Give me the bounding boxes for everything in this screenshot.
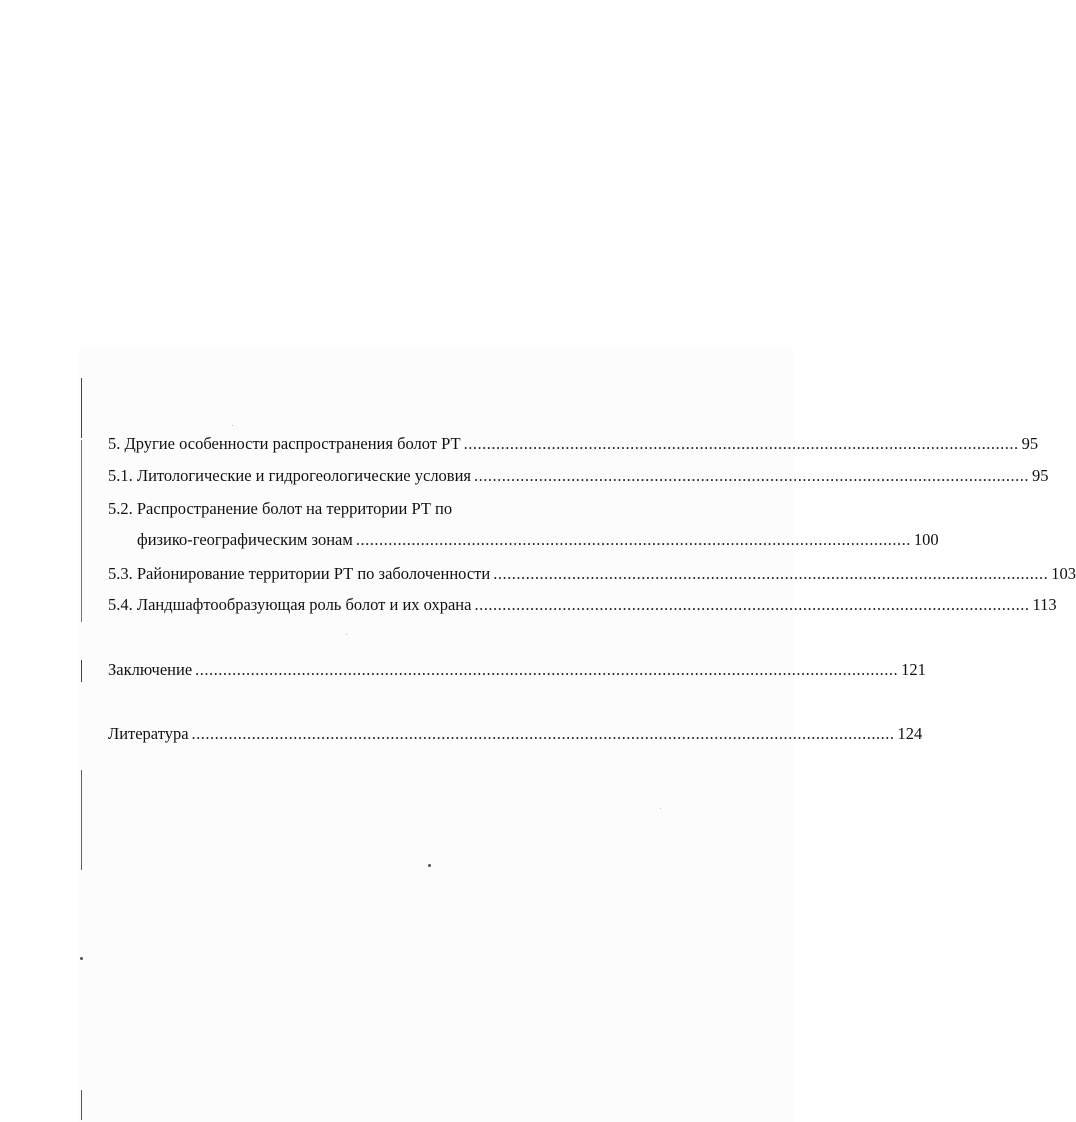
scan-margin-line xyxy=(81,440,82,622)
scan-speck xyxy=(428,864,431,867)
toc-leader-dots: ........................................................................................................................ xyxy=(355,530,911,549)
scan-margin-line xyxy=(81,1090,82,1120)
toc-entry xyxy=(108,660,926,680)
scan-speck xyxy=(346,634,347,635)
toc-entry-page: 95 xyxy=(1032,466,1049,485)
toc-entry xyxy=(108,499,452,519)
toc-entry-title: Литература xyxy=(108,724,189,743)
toc-entry xyxy=(108,434,1039,454)
scan-margin-line xyxy=(81,660,82,682)
toc-entry-page: 121 xyxy=(901,660,926,679)
toc-entry-page: 95 xyxy=(1021,434,1039,453)
scan-speck xyxy=(80,957,83,960)
toc-entry-page: 100 xyxy=(913,530,939,549)
toc-entry xyxy=(108,466,1049,486)
toc-entry-page: 124 xyxy=(897,724,923,743)
toc-entry-page: 103 xyxy=(1051,564,1076,583)
toc-entry xyxy=(137,530,939,550)
toc-entry-page: 113 xyxy=(1032,595,1057,614)
toc-entry-title: 5.4. Ландшафтообразующая роль болот и их охрана xyxy=(108,595,472,614)
toc-entry xyxy=(108,724,923,744)
toc-leader-dots: ........................................................................................................................................................ xyxy=(191,724,895,743)
scan-speck xyxy=(232,425,233,426)
toc-entry xyxy=(108,564,1076,584)
toc-entry-title: 5.2. Распространение болот на территории РТ по xyxy=(108,499,453,518)
toc-leader-dots: ........................................................................................................................ xyxy=(474,595,1030,614)
scan-margin-line xyxy=(81,378,82,438)
toc-entry-title: 5. Другие особенности распространения болот РТ xyxy=(108,434,461,453)
toc-leader-dots: ........................................................................................................................................................ xyxy=(195,660,899,679)
scan-speck xyxy=(660,808,661,809)
toc-entry-title: 5.1. Литологические и гидрогеологические условия xyxy=(108,466,472,485)
scan-margin-line xyxy=(81,770,82,870)
toc-leader-dots: ........................................................................................................................ xyxy=(463,434,1019,453)
toc-entry xyxy=(108,595,1057,615)
toc-leader-dots: ........................................................................................................................ xyxy=(493,564,1049,583)
toc-leader-dots: ........................................................................................................................ xyxy=(474,466,1030,485)
toc-entry-title: физико-географическим зонам xyxy=(137,530,353,549)
toc-entry-title: 5.3. Районирование территории РТ по заболоченности xyxy=(108,564,491,583)
toc-entry-title: Заключение xyxy=(108,660,193,679)
